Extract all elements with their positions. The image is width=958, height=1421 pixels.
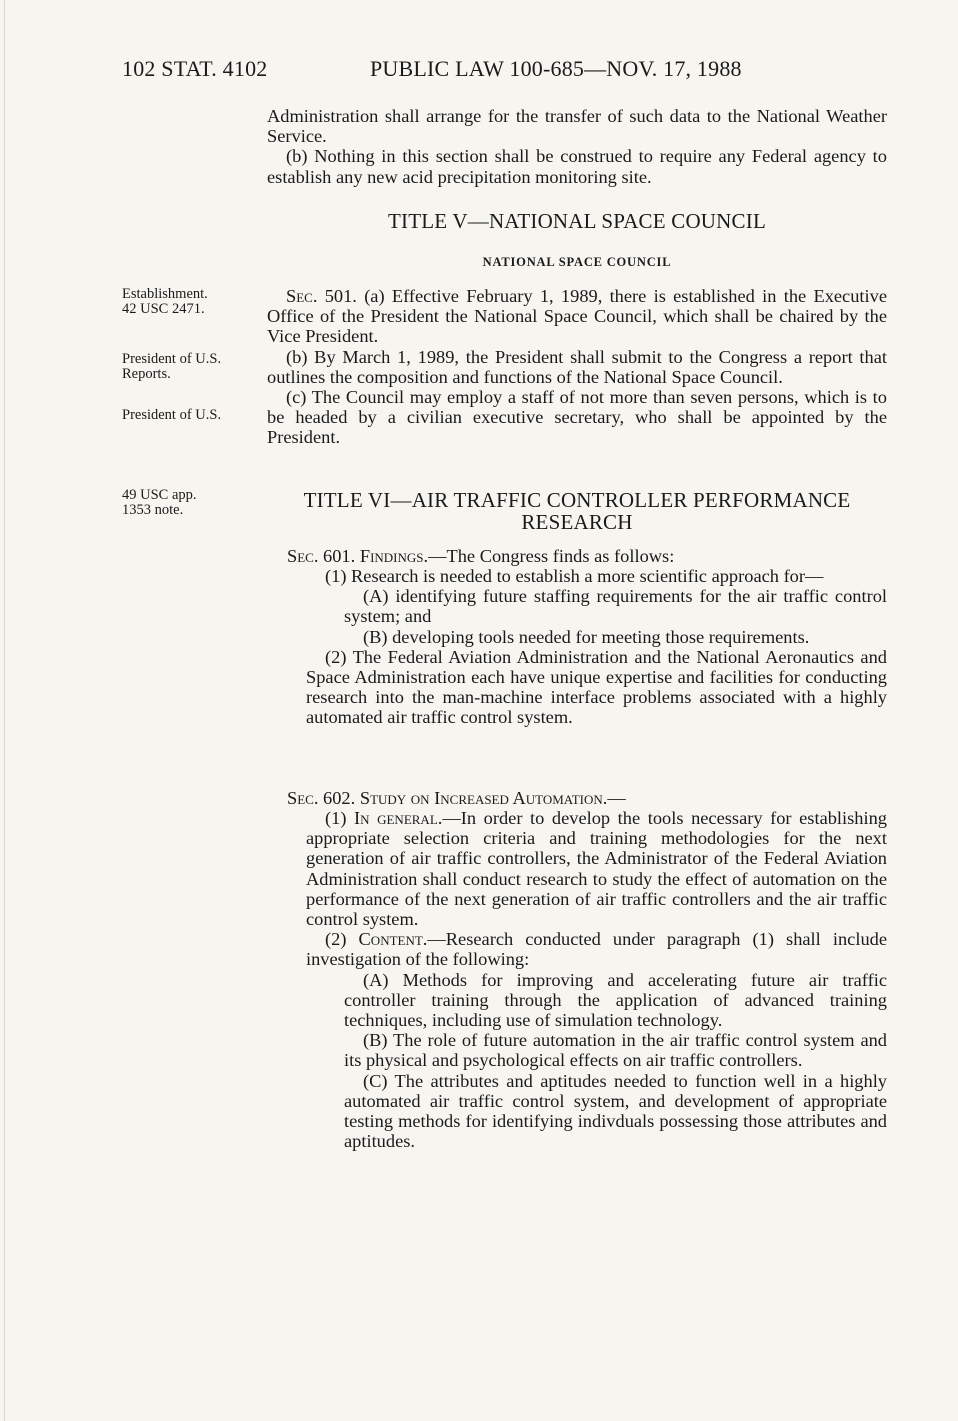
- law-citation: PUBLIC LAW 100-685—NOV. 17, 1988: [370, 56, 742, 81]
- title-v-subhead-wrap: [267, 252, 887, 272]
- section-601-heading: Sec. 601. Findings.—The Congress finds as follows:: [287, 546, 675, 566]
- section-602-heading-wrap: [287, 788, 887, 808]
- sec-label: Sec: [286, 286, 313, 306]
- finding-1-items: [344, 586, 887, 647]
- content-paragraph: (2) Content.—Research conducted under paragraph (1) shall include investigation of the following:: [306, 929, 887, 970]
- section-subhead: NATIONAL SPACE COUNCIL: [482, 255, 672, 269]
- content-item-b: (B) The role of future automation in the air traffic control system and its physical and psychological effects on air traffic controllers.: [344, 1030, 887, 1071]
- continuation-paragraph: Administration shall arrange for the transfer of such data to the National Weather Service.: [267, 106, 887, 147]
- margin-note-usc-app: 49 USC app. 1353 note.: [122, 487, 197, 518]
- finding-1: (1) Research is needed to establish a more scientific approach for—: [325, 566, 824, 586]
- margin-note-president-reports: President of U.S. Reports.: [122, 351, 222, 382]
- margin-note-establishment: Establishment. 42 USC 2471.: [122, 286, 208, 317]
- content-items: [344, 970, 887, 1152]
- stat-page-number: 102 STAT. 4102: [122, 56, 268, 81]
- section-501-c: (c) The Council may employ a staff of not more than seven persons, which is to be headed by a civilian executive secretary, who shall be appointed by the President.: [267, 387, 887, 448]
- section-501-a: Sec. 501. (a) Effective February 1, 1989, there is established in the Executive Office of the President the National Space Council, which shall be chaired by the Vice President.: [267, 286, 887, 347]
- section-501-b: (b) By March 1, 1989, the President shall submit to the Congress a report that outlines the composition and functions of the National Space Council.: [267, 346, 887, 387]
- section-601-body: [306, 566, 887, 728]
- title-vi-heading: [267, 489, 887, 533]
- finding-1b: (B) developing tools needed for meeting those requirements.: [363, 626, 810, 647]
- content-item-c: (C) The attributes and aptitudes needed to function well in a highly automated air traffic control system, and development of appropriate testing methods for identifying indivduals possessing those attributes and aptitudes.: [344, 1070, 887, 1152]
- section-501: [267, 286, 887, 448]
- title-v-heading: [267, 210, 887, 232]
- general-paragraph: (1) In general.—In order to develop the tools necessary for establishing appropriate selection criteria and training methodologies for the next generation of air traffic controllers, the Administrator of the Federal Aviation Administration shall conduct research to study the effect of automation on the performance of the next generation of air traffic controllers and the air traffic control system.: [306, 808, 887, 930]
- section-602-body: [306, 808, 887, 1151]
- finding-2: (2) The Federal Aviation Administration and the National Aeronautics and Space Administration each have unique expertise and facilities for conducting research into the man-machine interface problems associated with a highly automated air traffic control system.: [306, 646, 887, 728]
- section-601-heading-wrap: [287, 546, 887, 566]
- finding-1a: (A) identifying future staffing requirements for the air traffic control system; and: [344, 586, 887, 627]
- margin-note-president: President of U.S.: [122, 407, 222, 423]
- section-602-heading: Sec. 602. Study on Increased Automation.—: [287, 788, 626, 808]
- title-heading-line1: TITLE VI—AIR TRAFFIC CONTROLLER PERFORMANCE: [303, 488, 851, 512]
- continuation-paragraph-b: (b) Nothing in this section shall be construed to require any Federal agency to establish any new acid precipitation monitoring site.: [267, 146, 887, 187]
- content-item-a: (A) Methods for improving and accelerating future air traffic controller training through the application of advanced training techniques, including use of simulation technology.: [344, 969, 887, 1031]
- title-heading-line2: RESEARCH: [521, 510, 633, 534]
- scan-edge: [4, 0, 5, 1421]
- continuation-block: [267, 106, 887, 187]
- title-heading: TITLE V—NATIONAL SPACE COUNCIL: [388, 209, 766, 233]
